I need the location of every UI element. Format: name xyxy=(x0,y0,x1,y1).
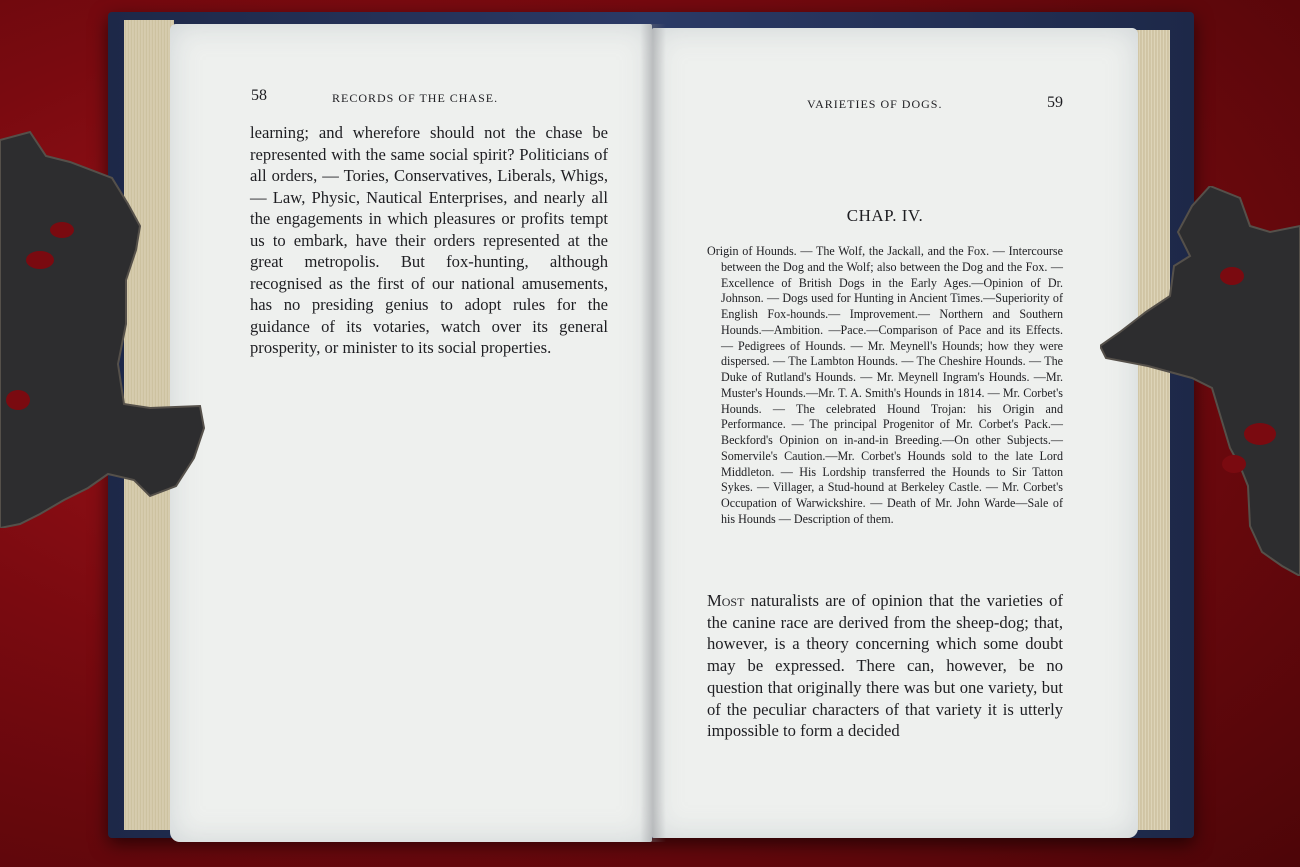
left-page-number: 58 xyxy=(251,87,267,104)
chapter-summary: Origin of Hounds. — The Wolf, the Jackall, and the Fox. — Intercourse between the Dog and the Wolf; also between the Dog and the Fox. — Excellence of British Dogs in the Early Ages.—Opinion of Dr. Johnson. — Dogs used for Hunting in Ancient Times.—Superiority of English Fox-hounds.— Improvement.— Northern and Southern Hounds.—Ambition. —Pace.—Comparison of Pace and its Effects. — Pedigrees of Hounds. — Mr. Meynell's Hounds; how they were dispersed. — The Lambton Hounds. — The Cheshire Hounds. — The Duke of Rutland's Hounds. — Mr. Meynell Ingram's Hounds. —Mr. Muster's Hounds.—Mr. T. A. Smith's Hounds in 1814. — Mr. Corbet's Hounds. — The celebrated Hound Trojan: his Origin and Performance. — The principal Progenitor of Mr. Corbet's Pack.—Beckford's Opinion on in-and-in Breeding.—On other Subjects.—Somervile's Caution.—Mr. Corbet's Hounds sold to the late Lord Middleton. — His Lordship transferred the Hounds to Sir Tatton Sykes. — Villager, a Stud-hound at Berkeley Castle. — Mr. Corbet's Occupation of Warwickshire. — Death of Mr. John Warde—Sale of his Hounds — Description of them. xyxy=(707,244,1063,526)
body-text: naturalists are of opinion that the varieties of the canine race are derived from the sheep-dog; that, however, is a theory concerning which some doubt may be expressed. There can, however, be no question that originally there was but one variety, but of the peculiar characters of that variety it is utterly impossible to form a decided xyxy=(707,591,1063,741)
left-page-weight xyxy=(0,128,210,528)
body-lead-word: Most xyxy=(707,591,745,610)
chapter-title: CHAP. IV. xyxy=(846,206,924,225)
right-page-weight xyxy=(1100,186,1300,576)
left-page-text: learning; and wherefore should not the chase be represented with the same social spirit? Politicians of all orders, — Tories, Conservatives, Liberals, Whigs, — Law, Physic, Nautical Enterprises, and nearly all the engagements in which pleasures or profits tempt us to embark, have their orders represented at the great metropolis. But fox-hunting, although recognised as the first of our national amusements, has no presiding genius to adopt rules for the guidance of its votaries, watch over its general prosperity, or minister to its social properties. xyxy=(250,123,608,357)
left-running-head: RECORDS OF THE CHASE. xyxy=(332,91,499,105)
book-gutter xyxy=(640,24,666,842)
right-running-head: VARIETIES OF DOGS. xyxy=(807,97,943,111)
right-page-number: 59 xyxy=(1047,94,1063,111)
right-page-text xyxy=(707,590,1063,742)
